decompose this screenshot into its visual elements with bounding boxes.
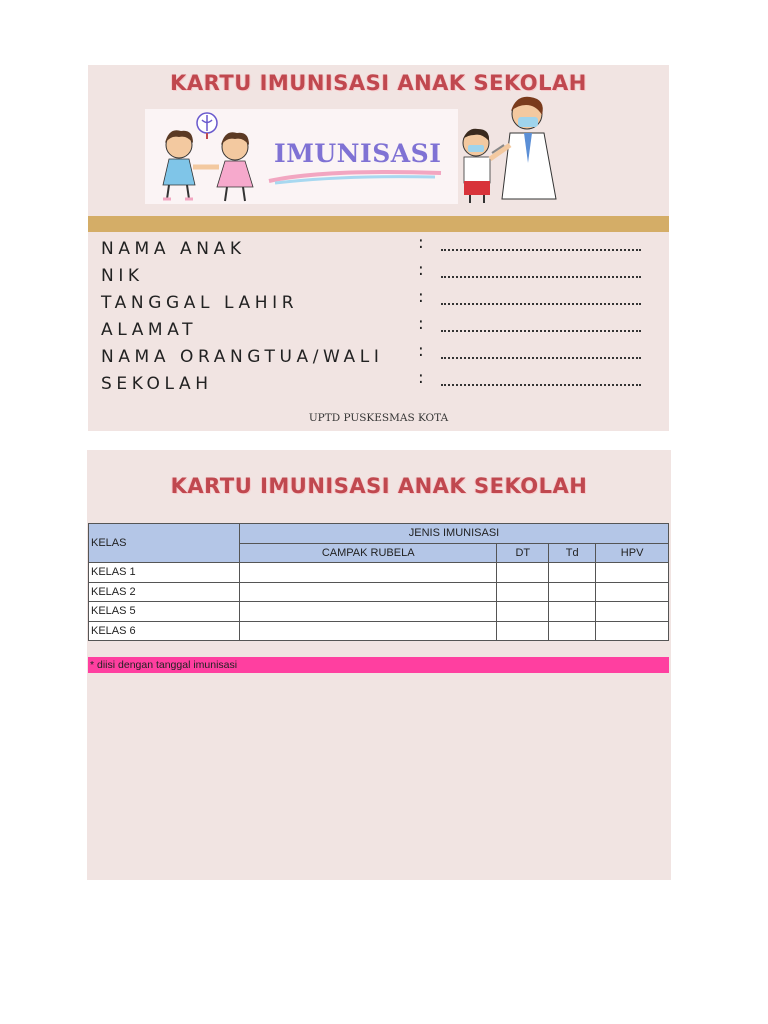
immunization-record-card	[87, 450, 671, 880]
field-row-nama-orangtua	[101, 341, 661, 374]
table-cell[interactable]	[549, 602, 596, 622]
table-cell[interactable]	[596, 563, 669, 583]
field-row-sekolah	[101, 368, 661, 401]
card-title: KARTU IMUNISASI ANAK SEKOLAH	[170, 71, 587, 95]
field-label: NAMA ORANGTUA/WALI	[101, 347, 384, 367]
field-label: SEKOLAH	[101, 374, 213, 394]
header-kelas: KELAS	[89, 524, 240, 563]
table-cell[interactable]	[549, 563, 596, 583]
table-row	[89, 563, 669, 583]
table-cell[interactable]	[596, 602, 669, 622]
row-label: KELAS 1	[89, 563, 240, 583]
doctor-vaccinating-child-icon	[456, 93, 572, 205]
field-colon: :	[418, 260, 424, 280]
table-cell[interactable]	[596, 582, 669, 602]
table-cell[interactable]	[240, 582, 497, 602]
row-label: KELAS 5	[89, 602, 240, 622]
emblem-icon	[195, 111, 219, 139]
field-input-line[interactable]	[441, 357, 641, 359]
table-cell[interactable]	[240, 602, 497, 622]
footer-puskesmas: UPTD PUSKESMAS KOTA	[308, 412, 449, 424]
immunization-table	[88, 523, 669, 641]
field-label: NAMA ANAK	[101, 239, 246, 259]
immunization-banner	[145, 109, 458, 204]
field-colon: :	[418, 314, 424, 334]
header-hpv: HPV	[596, 543, 669, 563]
field-row-alamat	[101, 314, 661, 347]
field-colon: :	[418, 233, 424, 253]
field-label: NIK	[101, 266, 144, 286]
note-bar: * diisi dengan tanggal imunisasi	[88, 657, 669, 673]
field-input-line[interactable]	[441, 303, 641, 305]
field-colon: :	[418, 368, 424, 388]
table-row	[89, 582, 669, 602]
row-label: KELAS 6	[89, 621, 240, 641]
table-cell[interactable]	[497, 602, 549, 622]
field-row-tanggal-lahir	[101, 287, 661, 320]
table-cell[interactable]	[497, 621, 549, 641]
table-row	[89, 602, 669, 622]
field-row-nama-anak	[101, 233, 661, 266]
table-cell[interactable]	[240, 621, 497, 641]
table-cell[interactable]	[497, 563, 549, 583]
banner-text: IMUNISASI	[274, 139, 442, 168]
field-input-line[interactable]	[441, 330, 641, 332]
table-cell[interactable]	[549, 582, 596, 602]
table-cell[interactable]	[497, 582, 549, 602]
field-input-line[interactable]	[441, 276, 641, 278]
table-row	[89, 621, 669, 641]
header-campak-rubela: CAMPAK RUBELA	[240, 543, 497, 563]
header-dt: DT	[497, 543, 549, 563]
header-jenis-imunisasi: JENIS IMUNISASI	[240, 524, 669, 544]
header-td: Td	[549, 543, 596, 563]
banner-swoosh-icon	[265, 165, 445, 185]
table-cell[interactable]	[596, 621, 669, 641]
field-colon: :	[418, 341, 424, 361]
table-cell[interactable]	[240, 563, 497, 583]
field-input-line[interactable]	[441, 249, 641, 251]
field-colon: :	[418, 287, 424, 307]
card-title: KARTU IMUNISASI ANAK SEKOLAH	[170, 474, 588, 498]
row-label: KELAS 2	[89, 582, 240, 602]
table-cell[interactable]	[549, 621, 596, 641]
identity-card	[88, 65, 669, 431]
gold-divider	[88, 216, 669, 232]
field-row-nik	[101, 260, 661, 293]
field-label: TANGGAL LAHIR	[101, 293, 299, 313]
field-label: ALAMAT	[101, 320, 198, 340]
field-input-line[interactable]	[441, 384, 641, 386]
